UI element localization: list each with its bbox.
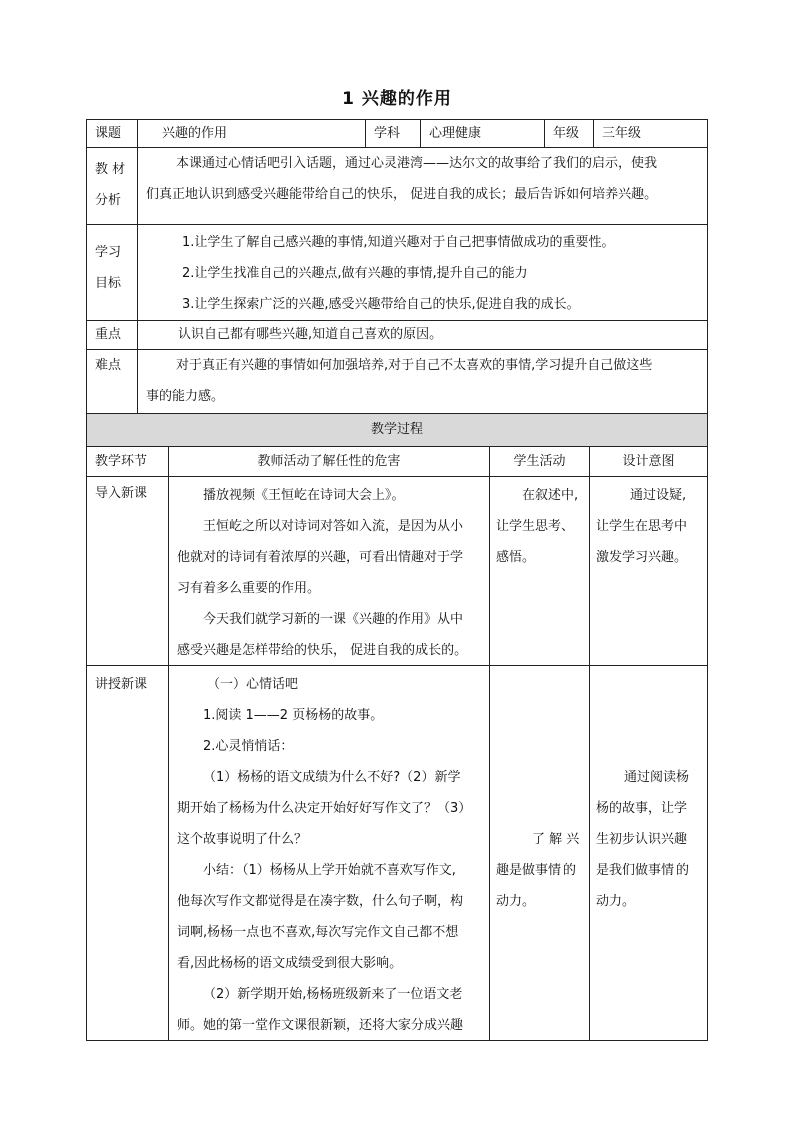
analysis-line: 们真正地认识到感受兴趣能带给自己的快乐， 促进自我的成长；最后告诉如何培养兴趣。 — [146, 187, 658, 202]
col-header-student: 学生活动 — [489, 446, 590, 477]
student-line-part: 趣是做事情 — [496, 863, 562, 878]
intent-line: 让学生在思考中 — [596, 519, 688, 534]
teacher-line: （2）新学期开始,杨杨班级新来了一位语文老 — [203, 987, 463, 1002]
teacher-line: 师。她的第一堂作文课很新颖，还将大家分成兴趣 — [177, 1018, 464, 1033]
col-header-teacher: 教师活动了解任性的危害 — [168, 446, 490, 477]
teacher-line: 习有着多么重要的作用。 — [177, 581, 321, 596]
student-line — [496, 855, 589, 886]
analysis-label — [86, 147, 138, 225]
teacher-line: 感受兴趣是怎样带给的快乐， 促进自我的成长的。 — [177, 643, 468, 658]
teacher-line: 今天我们就学习新的一课《兴趣的作用》从中 — [203, 612, 464, 627]
difficulty-line: 对于真正有兴趣的事情如何加强培养,对于自己不太喜欢的事情,学习提升自己做这些 — [176, 358, 653, 373]
stage-cell: 讲授新课 — [86, 665, 169, 1041]
intent-line: 通过设疑, — [630, 488, 687, 503]
student-line: 了 解 兴 — [532, 832, 580, 847]
difficulty-line: 事的能力感。 — [146, 389, 225, 404]
grade-label: 年级 — [544, 119, 594, 148]
intent-line: 生初步认识兴趣 — [596, 832, 688, 847]
teacher-line: 期开始了杨杨为什么决定开始好好写作文了？（3） — [177, 801, 472, 816]
teacher-line: （一）心情话吧 — [207, 677, 299, 692]
objectives-label — [86, 224, 138, 321]
intent-line-part: 是我们做事情 — [596, 863, 675, 878]
student-line: 让学生思考、 — [496, 519, 575, 534]
analysis-label-line: 分析 — [95, 193, 122, 208]
student-line-part: 的 — [563, 863, 577, 878]
topic-value: 兴趣的作用 — [137, 119, 366, 148]
objective-item: 1.让学生了解自己感兴趣的事情,知道兴趣对于自己把事情做成功的重要性。 — [182, 235, 615, 250]
process-header: 教学过程 — [86, 413, 708, 447]
design-intent — [589, 476, 708, 666]
objective-item: 2.让学生找准自己的兴趣点,做有兴趣的事情,提升自己的能力 — [182, 266, 528, 281]
analysis-label-line: 教 材 — [95, 162, 126, 177]
intent-line: 激发学习兴趣。 — [596, 550, 688, 565]
difficulty-label: 难点 — [86, 349, 138, 414]
teacher-activity — [168, 476, 490, 666]
student-line: 感悟。 — [496, 550, 536, 565]
subject-label: 学科 — [365, 119, 421, 148]
col-header-stage: 教学环节 — [86, 446, 169, 477]
analysis-line: 本课通过心情话吧引入话题，通过心灵港湾——达尔文的故事给了我们的启示，使我 — [176, 156, 658, 171]
teacher-line: 看,因此杨杨的语文成绩受到很大影响。 — [177, 956, 403, 971]
col-header-intent: 设计意图 — [589, 446, 708, 477]
teacher-line: 这个故事说明了什么？ — [177, 832, 308, 847]
teacher-line: （1）杨杨的语文成绩为什么不好?（2）新学 — [203, 770, 461, 785]
page-title: 1 兴趣的作用 — [342, 89, 452, 109]
teacher-line: 词啊,杨杨一点也不喜欢,每次写完作文自己都不想 — [177, 925, 459, 940]
subject-value: 心理健康 — [420, 119, 545, 148]
key-point-text: 认识自己都有哪些兴趣,知道自己喜欢的原因。 — [137, 320, 708, 350]
intent-line-part: 的 — [676, 863, 690, 878]
objectives-label-line: 目标 — [95, 276, 122, 291]
teacher-line: 小结：（1）杨杨从上学开始就不喜欢写作文, — [203, 863, 456, 878]
teacher-line: 王恒屹之所以对诗词对答如入流，是因为从小 — [203, 519, 464, 534]
analysis-text — [137, 147, 708, 225]
objectives-label-line: 学习 — [95, 245, 122, 260]
student-line: 在叙述中, — [522, 488, 579, 503]
grade-value: 三年级 — [593, 119, 708, 148]
difficulty-text — [137, 349, 708, 414]
teacher-line: 1.阅读 1——2 页杨杨的故事。 — [203, 708, 384, 723]
teacher-line: 他就对的诗词有着浓厚的兴趣，可看出情趣对于学 — [177, 550, 464, 565]
objective-item: 3.让学生探索广泛的兴趣,感受兴趣带给自己的快乐,促进自我的成长。 — [182, 297, 580, 312]
objectives-list — [137, 224, 708, 321]
key-point-label: 重点 — [86, 320, 138, 350]
stage-cell: 导入新课 — [86, 476, 169, 666]
topic-label: 课题 — [86, 119, 138, 148]
intent-line — [596, 855, 707, 886]
teacher-activity — [168, 665, 490, 1041]
student-line: 动力。 — [496, 894, 536, 909]
design-intent — [589, 665, 708, 1041]
intent-line: 杨的故事，让学 — [596, 801, 688, 816]
student-activity — [489, 665, 590, 1041]
student-activity — [489, 476, 590, 666]
intent-line: 动力。 — [596, 894, 636, 909]
teacher-line: 2.心灵悄悄话： — [203, 739, 294, 754]
intent-line: 通过阅读杨 — [624, 770, 690, 785]
teacher-line: 播放视频《王恒屹在诗词大会上》。 — [203, 488, 405, 503]
teacher-line: 他每次写作文都觉得是在凑字数，什么句子啊，构 — [177, 894, 464, 909]
